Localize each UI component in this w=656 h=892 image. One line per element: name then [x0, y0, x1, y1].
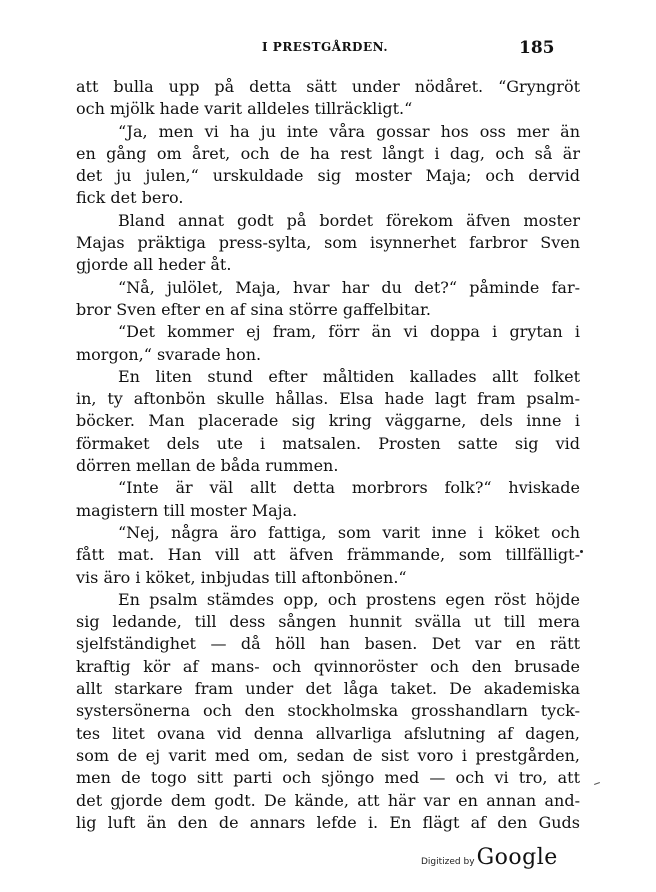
text-line: Majas präktiga press-sylta, som isynnerhet farbror Sven — [76, 233, 580, 253]
text-line: att bulla upp på detta sätt under nödåret. “Gryngröt — [76, 77, 580, 96]
text-line: vis äro i köket, inbjudas till aftonbönen.“ — [76, 567, 407, 587]
text-line: och mjölk hade varit alldeles tillräckligt.“ — [76, 99, 413, 119]
print-mark — [594, 782, 600, 785]
text-line: magistern till moster Maja. — [76, 500, 298, 520]
text-line: En psalm stämdes opp, och prostens egen röst höjde — [118, 589, 580, 609]
text-line: fått mat. Han vill att äfven främmande, som tillfälligt- — [76, 545, 580, 565]
text-line: kraftig kör af mans- och qvinnoröster och den brusade — [76, 656, 580, 676]
text-line: “Nej, några äro fattiga, som varit inne i köket och — [118, 522, 580, 542]
text-line: Bland annat godt på bordet förekom äfven moster — [118, 210, 580, 230]
text-line: som de ej varit med om, sedan de sist voro i prestgården, — [76, 745, 580, 765]
text-line: lig luft än den de annars lefde i. En flägt af den Guds — [76, 812, 580, 832]
body-text — [76, 76, 580, 834]
page-number: 185 — [519, 38, 555, 58]
text-line: “Ja, men vi ha ju inte våra gossar hos oss mer än — [118, 121, 580, 141]
text-line: dörren mellan de båda rummen. — [76, 456, 339, 476]
text-line: det ju julen,“ urskuldade sig moster Maja; och dervid — [76, 166, 580, 186]
text-line: men de togo sitt parti och sjöngo med — och vi tro, att — [76, 768, 580, 788]
text-line: förmaket dels ute i matsalen. Prosten satte sig vid — [76, 433, 580, 453]
text-line: En liten stund efter måltiden kallades allt folket — [118, 366, 580, 386]
text-line: sig ledande, till dess sången hunnit svälla ut till mera — [76, 612, 580, 632]
digitized-label: Digitized by — [421, 857, 475, 867]
print-speck — [580, 550, 583, 553]
text-line: fick det bero. — [76, 188, 184, 208]
text-line: en gång om året, och de ha rest långt i dag, och så är — [76, 143, 580, 163]
text-line: in, ty aftonbön skulle hållas. Elsa hade lagt fram psalm- — [76, 389, 580, 409]
text-line: morgon,“ svarade hon. — [76, 344, 262, 364]
text-line: gjorde all heder åt. — [76, 255, 232, 275]
running-title: I PRESTGÅRDEN. — [262, 40, 388, 54]
text-line: sjelfständighet — då höll han basen. Det var en rätt — [76, 634, 580, 654]
text-line: böcker. Man placerade sig kring väggarne, dels inne i — [76, 411, 580, 431]
text-line: “Nå, julölet, Maja, hvar har du det?“ påminde far- — [118, 277, 580, 297]
text-line: bror Sven efter en af sina större gaffelbitar. — [76, 299, 431, 319]
digitized-by-watermark — [421, 845, 558, 870]
text-line: systersönerna och den stockholmska grosshandlarn tyck- — [76, 701, 580, 721]
text-line: det gjorde dem godt. De kände, att här var en annan and- — [76, 790, 580, 810]
text-line: “Det kommer ej fram, förr än vi doppa i grytan i — [118, 322, 580, 342]
google-logo-text: Google — [476, 845, 558, 870]
text-line: “Inte är väl allt detta morbrors folk?“ hviskade — [118, 478, 580, 498]
text-line: allt starkare fram under det låga taket. De akademiska — [76, 679, 580, 699]
text-line: tes litet ovana vid denna allvarliga afslutning af dagen, — [76, 723, 580, 743]
